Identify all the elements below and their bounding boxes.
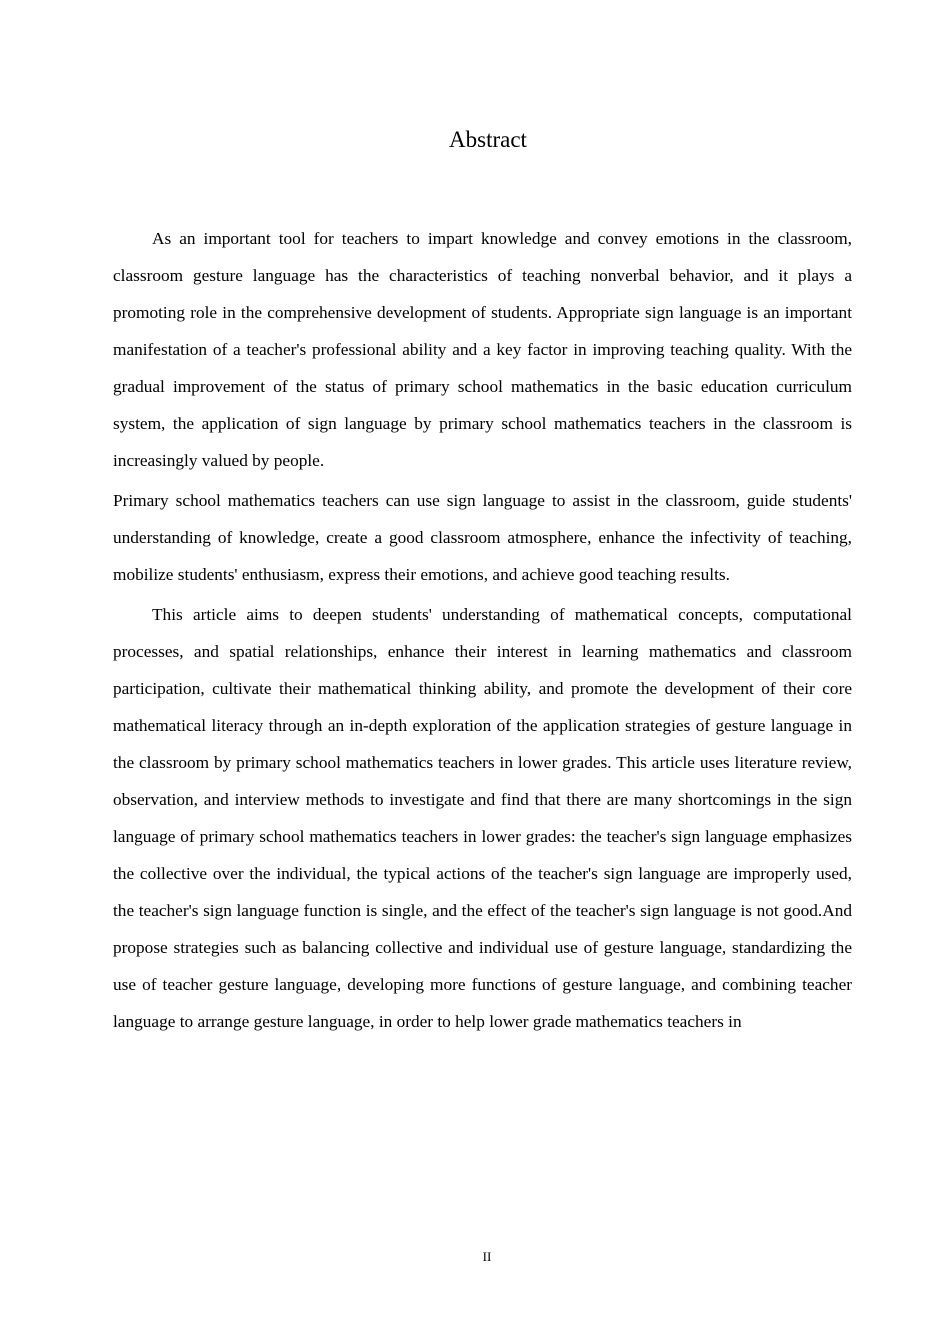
paragraph-1: As an important tool for teachers to impart knowledge and convey emotions in the classroom, classroom gesture language has the characteristics of teaching nonverbal behavior, and it plays a promoting role in the comprehensive development of students. Appropriate sign language is an important manifestation of a teacher's professional ability and a key factor in improving teaching quality. With the gradual improvement of the status of primary school mathematics in the basic education curriculum system, the application of sign language by primary school mathematics teachers in the classroom is increasingly valued by people. xyxy=(113,229,852,470)
abstract-body xyxy=(113,220,852,1040)
paragraph-3: This article aims to deepen students' understanding of mathematical concepts, computational processes, and spatial relationships, enhance their interest in learning mathematics and classroom participation, cultivate their mathematical thinking ability, and promote the development of their core mathematical literacy through an in-depth exploration of the application strategies of gesture language in the classroom by primary school mathematics teachers in lower grades. This article uses literature review, observation, and interview methods to investigate and find that there are many shortcomings in the sign language of primary school mathematics teachers in lower grades: the teacher's sign language emphasizes the collective over the individual, the typical actions of the teacher's sign language are improperly used, the teacher's sign language function is single, and the effect of the teacher's sign language is not good.And propose strategies such as balancing collective and individual use of gesture language, standardizing the use of teacher gesture language, developing more functions of gesture language, and combining teacher language to arrange gesture language, in order to help lower grade mathematics teachers in xyxy=(113,605,852,1031)
page-title: Abstract xyxy=(449,127,527,152)
page-number: II xyxy=(482,1249,492,1264)
paragraph-2: Primary school mathematics teachers can use sign language to assist in the classroom, guide students' understanding of knowledge, create a good classroom atmosphere, enhance the infectivity of teaching, mobilize students' enthusiasm, express their emotions, and achieve good teaching results. xyxy=(113,491,852,584)
